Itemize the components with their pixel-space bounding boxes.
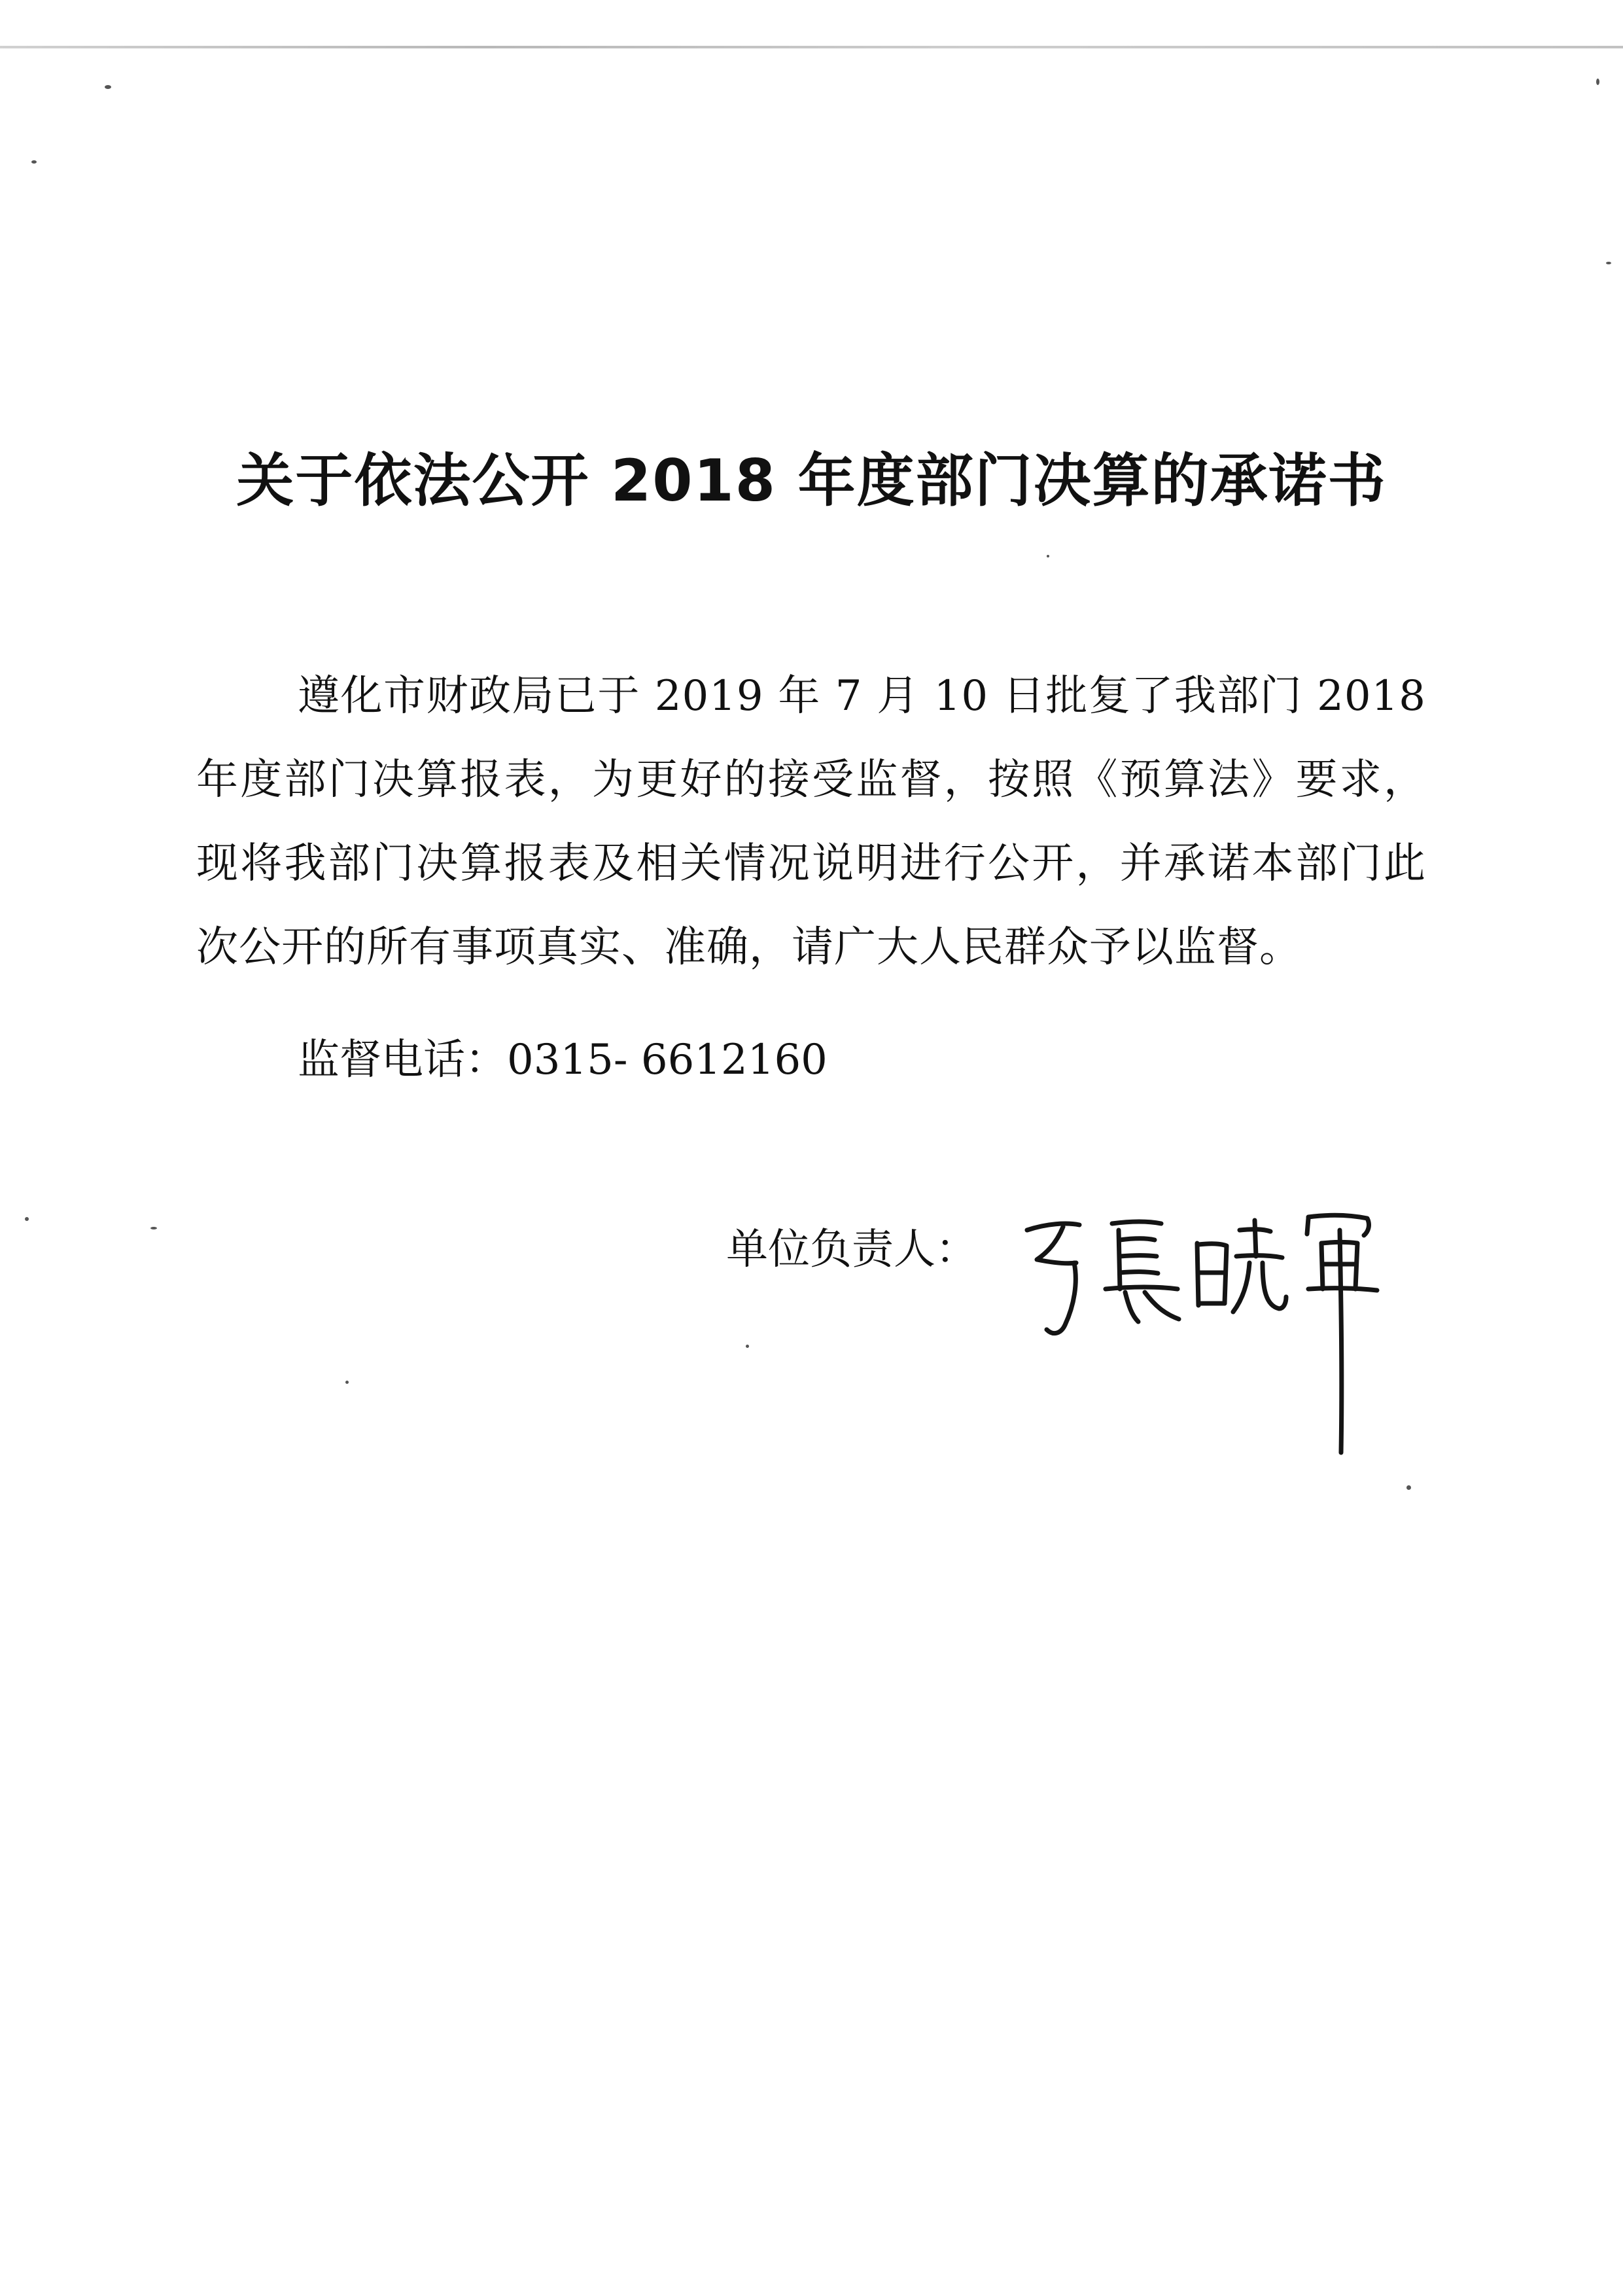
commitment-paragraph: 遵化市财政局已于 2019 年 7 月 10 日批复了我部门 2018 年度部门决算报表，为更好的接受监督，按照《预算法》要求，现将我部门决算报表及相关情况说明进行公开，并承诺本部门此次公开的所有事项真实、准确，请广大人民群众予以监督。	[196, 672, 1426, 972]
handwritten-signature	[1001, 1191, 1406, 1466]
scan-speck	[25, 1217, 29, 1221]
scan-speck	[31, 160, 37, 164]
scan-speck	[1406, 1485, 1411, 1490]
document-title: 关于依法公开 2018 年度部门决算的承诺书	[236, 447, 1387, 514]
signatory-row	[726, 1217, 977, 1282]
scan-speck	[1606, 262, 1611, 264]
scan-speck	[345, 1381, 349, 1384]
scan-speck	[1596, 79, 1599, 85]
hotline-number: 0315- 6612160	[507, 1036, 828, 1084]
scan-speck	[1047, 555, 1049, 557]
hotline-label: 监督电话：	[298, 1036, 507, 1084]
scan-speck	[150, 1227, 157, 1229]
scan-edge-line	[0, 46, 1623, 48]
scan-speck	[746, 1345, 749, 1348]
signatory-label: 单位负责人：	[726, 1226, 977, 1274]
scan-speck	[105, 85, 111, 89]
supervision-hotline	[298, 1027, 828, 1093]
